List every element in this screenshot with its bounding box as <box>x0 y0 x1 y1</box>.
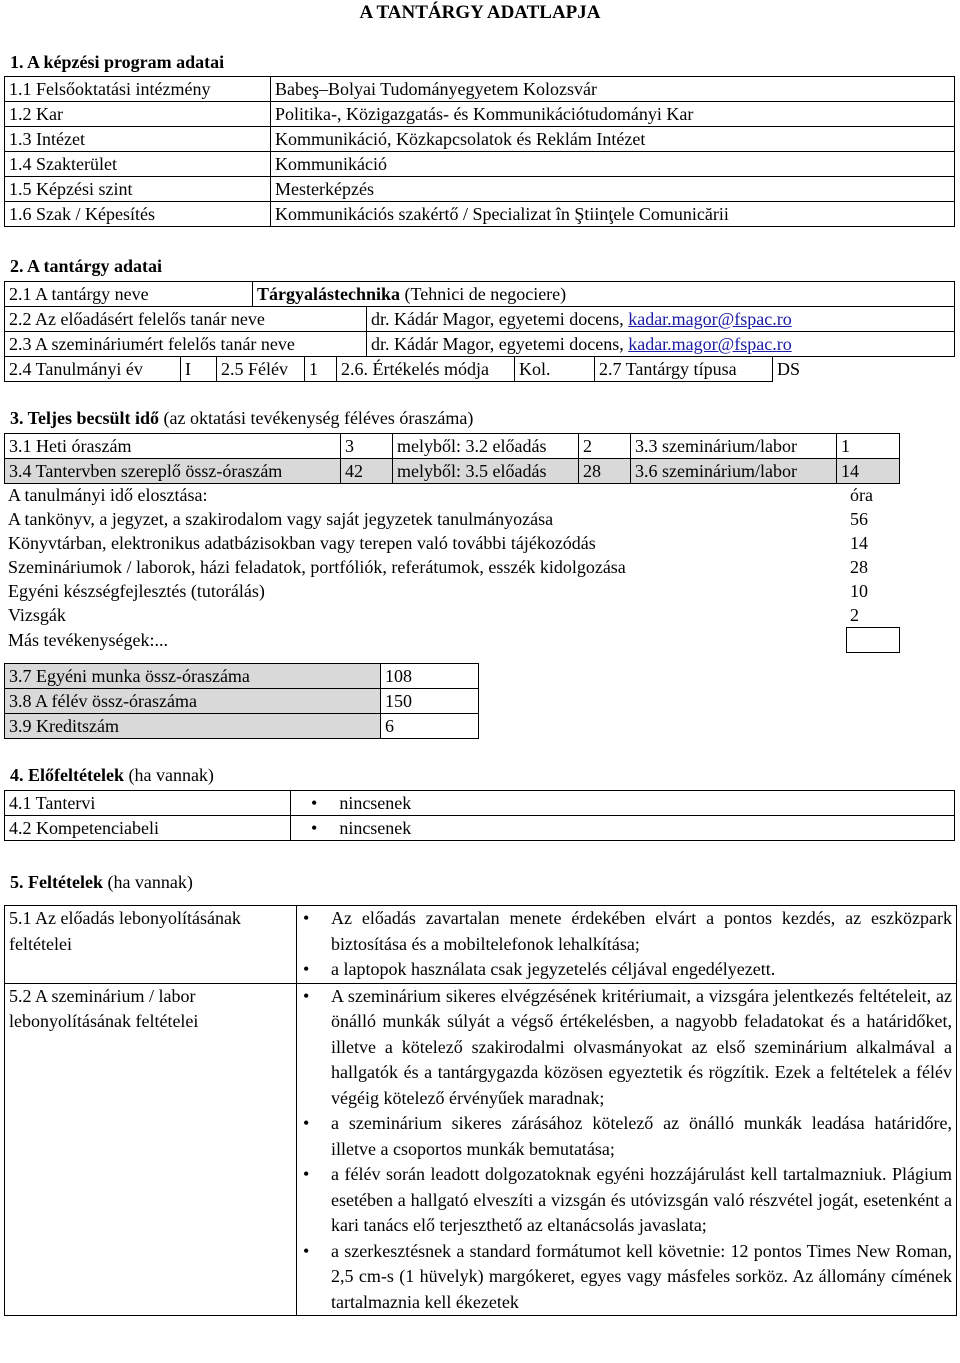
table-row <box>4 531 899 555</box>
table-row <box>4 555 899 579</box>
lecture-conditions-cell <box>297 906 957 984</box>
table-row <box>5 791 955 816</box>
total-lecture-value: 28 <box>579 459 631 484</box>
distribution-item-value: 28 <box>850 557 868 577</box>
table-row <box>5 816 955 841</box>
table-row <box>4 628 899 653</box>
table-row <box>4 579 899 603</box>
table-row <box>5 664 479 689</box>
total-lecture-label: melyből: 3.5 előadás <box>393 459 579 484</box>
semester-label: 2.5 Félév <box>217 357 305 382</box>
weekly-hours-label: 3.1 Heti óraszám <box>5 434 341 459</box>
list-item: • a szerkesztésnek a standard formátumot kell követnie: 12 pontos Times New Roman, 2,5 cm-s (1 hüvelyk) margókeret, egyes vagy másfeles sorköz. Az állomány címének tartalmaznia kell ékezetek <box>301 1239 952 1316</box>
seminar-teacher-email-link[interactable]: kadar.magor@fspac.ro <box>628 334 792 354</box>
seminar-teacher-label: 2.3 A szemináriumért felelős tanár neve <box>5 332 367 357</box>
section-5-heading-bold: 5. Feltételek <box>10 872 103 892</box>
cell-value: Politika-, Közigazgatás- és Kommunikációtudományi Kar <box>271 102 955 127</box>
section-3-heading-bold: 3. Teljes becsült idő <box>10 408 160 428</box>
total-value: 6 <box>381 714 479 739</box>
section-4-heading-bold: 4. Előfeltételek <box>10 765 124 785</box>
prerequisites-table <box>4 790 955 841</box>
table-row <box>4 483 899 507</box>
table-row <box>5 357 955 382</box>
distribution-label: A tanulmányi idő elosztása: <box>8 485 208 505</box>
lecturer-value <box>367 307 955 332</box>
type-label: 2.7 Tantárgy típusa <box>595 357 773 382</box>
totals-table <box>4 663 479 739</box>
table-row <box>5 714 479 739</box>
prerequisite-value-cell <box>291 816 955 841</box>
lecturer-label: 2.2 Az előadásért felelős tanár neve <box>5 307 367 332</box>
page-title: A TANTÁRGY ADATLAPJA <box>359 2 601 23</box>
hours-table <box>4 433 900 484</box>
lecture-conditions-label: 5.1 Az előadás lebonyolításának feltételei <box>5 906 297 984</box>
semester-value: 1 <box>305 357 337 382</box>
prerequisite-label: 4.2 Kompetenciabeli <box>5 816 291 841</box>
cell-label: 1.2 Kar <box>5 102 271 127</box>
weekly-seminar-value: 1 <box>837 434 900 459</box>
distribution-item-label: Könyvtárban, elektronikus adatbázisokban vagy terepen való további tájékozódás <box>8 533 596 553</box>
type-value: DS <box>773 357 955 382</box>
course-name-label: 2.1 A tantárgy neve <box>5 282 253 307</box>
seminar-teacher-name: dr. Kádár Magor, egyetemi docens, <box>371 334 629 354</box>
total-seminar-value: 14 <box>837 459 900 484</box>
total-label: 3.7 Egyéni munka össz-óraszáma <box>5 664 381 689</box>
section-3-heading <box>10 408 473 429</box>
total-hours-label: 3.4 Tantervben szereplő össz-óraszám <box>5 459 341 484</box>
total-label: 3.8 A félév össz-óraszáma <box>5 689 381 714</box>
weekly-seminar-label: 3.3 szeminárium/labor <box>631 434 837 459</box>
distribution-item-value: 2 <box>850 605 859 625</box>
teachers-table <box>4 306 955 357</box>
program-data-table <box>4 76 955 227</box>
cell-label: 1.4 Szakterület <box>5 152 271 177</box>
table-row <box>4 603 899 628</box>
section-4-heading <box>10 765 214 786</box>
year-value: I <box>181 357 217 382</box>
course-name-bold: Tárgyalástechnika <box>257 284 401 304</box>
section-3-heading-rest: (az oktatási tevékenység féléves óraszáma) <box>159 408 474 428</box>
cell-value: Kommunikációs szakértő / Specializat în Ştiinţele Comunicării <box>271 202 955 227</box>
evaluation-value: Kol. <box>515 357 595 382</box>
table-row <box>5 127 955 152</box>
cell-label: 1.1 Felsőoktatási intézmény <box>5 77 271 102</box>
total-value: 108 <box>381 664 479 689</box>
distribution-item-label: Szemináriumok / laborok, házi feladatok, portfóliók, referátumok, esszék kidolgozása <box>8 557 626 577</box>
cell-value: Mesterképzés <box>271 177 955 202</box>
table-row <box>5 459 900 484</box>
seminar-conditions-list <box>301 984 952 1316</box>
list-item: • a félév során leadott dolgozatoknak egyéni hozzájárulást kell tartalmazniuk. Plágium esetében a hallgató elveszíti a vizsgán és utóvizsgán való részvétel jogát, esetenként a kari tanács elő terjeszthető az eltanácsolás javaslata; <box>301 1162 952 1239</box>
table-row <box>5 152 955 177</box>
total-seminar-label: 3.6 szeminárium/labor <box>631 459 837 484</box>
section-2-heading: 2. A tantárgy adatai <box>10 256 163 276</box>
table-row <box>4 507 899 531</box>
section-5-heading-rest: (ha vannak) <box>102 872 193 892</box>
bullet-icon: • <box>311 818 318 838</box>
table-row <box>5 77 955 102</box>
table-row <box>5 689 479 714</box>
list-item: • Az előadás zavartalan menete érdekében elvárt a pontos kezdés, az eszközpark biztosítása és a mobiltelefonok lehalkítása; <box>301 906 952 957</box>
seminar-conditions-cell <box>297 983 957 1316</box>
distribution-item-label: A tankönyv, a jegyzet, a szakirodalom vagy saját jegyzetek tanulmányozása <box>8 509 554 529</box>
prerequisite-value-cell <box>291 791 955 816</box>
weekly-lecture-value: 2 <box>579 434 631 459</box>
bullet-icon: • <box>311 793 318 813</box>
distribution-item-label: Egyéni készségfejlesztés (tutorálás) <box>8 581 265 601</box>
list-item: • a szeminárium sikeres zárásához kötelező az önálló munkák leadása határidőre, illetve a csoportos munkák bemutatása; <box>301 1111 952 1162</box>
table-row <box>5 307 955 332</box>
seminar-teacher-value <box>367 332 955 357</box>
course-meta-table <box>4 356 955 382</box>
section-1-heading: 1. A képzési program adatai <box>10 52 225 72</box>
table-row <box>5 102 955 127</box>
table-row <box>5 434 900 459</box>
prerequisite-value: nincsenek <box>339 818 412 838</box>
conditions-table <box>4 905 957 1316</box>
table-row <box>5 177 955 202</box>
year-label: 2.4 Tanulmányi év <box>5 357 181 382</box>
course-name-value <box>253 282 955 307</box>
table-row <box>5 282 955 307</box>
distribution-item-label: Más tevékenységek:... <box>8 629 168 650</box>
prerequisite-value: nincsenek <box>339 793 412 813</box>
lecturer-name: dr. Kádár Magor, egyetemi docens, <box>371 309 629 329</box>
lecture-conditions-list <box>301 906 952 983</box>
distribution-unit: óra <box>850 485 873 505</box>
cell-value: Babeş–Bolyai Tudományegyetem Kolozsvár <box>271 77 955 102</box>
distribution-item-value: 10 <box>850 581 868 601</box>
distribution-item-value <box>846 628 899 653</box>
distribution-item-value: 56 <box>850 509 868 529</box>
table-row <box>5 983 957 1316</box>
weekly-lecture-label: melyből: 3.2 előadás <box>393 434 579 459</box>
time-distribution-table <box>4 483 900 653</box>
cell-value: Kommunikáció, Közkapcsolatok és Reklám Intézet <box>271 127 955 152</box>
list-item: • a laptopok használata csak jegyzetelés céljával engedélyezett. <box>301 957 952 983</box>
prerequisite-label: 4.1 Tantervi <box>5 791 291 816</box>
course-name-table <box>4 281 955 307</box>
seminar-conditions-label: 5.2 A szeminárium / labor lebonyolításának feltételei <box>5 983 297 1316</box>
distribution-item-value: 14 <box>850 533 868 553</box>
evaluation-label: 2.6. Értékelés módja <box>337 357 515 382</box>
section-5-heading <box>10 872 193 893</box>
course-name-rest: (Tehnici de negociere) <box>400 284 567 304</box>
list-item: • A szeminárium sikeres elvégzésének kritériumait, a vizsgára jelentkezés feltételeit, az önálló munkák súlyát a végső értékelésben, a nagyobb feladatokat és a határidőket, illetve a kötelező szakirodalmi olvasmányokat az első szeminárium alkalmával a hallgatók és a tantárgygazda közösen egyeztetik és rögzítik. Ezek a feltételek a félév végéig kötelező érvényűek maradnak; <box>301 984 952 1112</box>
total-value: 150 <box>381 689 479 714</box>
weekly-hours-value: 3 <box>341 434 393 459</box>
cell-label: 1.3 Intézet <box>5 127 271 152</box>
section-4-heading-rest: (ha vannak) <box>123 765 214 785</box>
table-row <box>5 202 955 227</box>
cell-label: 1.5 Képzési szint <box>5 177 271 202</box>
table-row <box>5 332 955 357</box>
total-label: 3.9 Kreditszám <box>5 714 381 739</box>
distribution-item-label: Vizsgák <box>8 605 66 625</box>
lecturer-email-link[interactable]: kadar.magor@fspac.ro <box>628 309 792 329</box>
cell-label: 1.6 Szak / Képesítés <box>5 202 271 227</box>
table-row <box>5 906 957 984</box>
total-hours-value: 42 <box>341 459 393 484</box>
cell-value: Kommunikáció <box>271 152 955 177</box>
